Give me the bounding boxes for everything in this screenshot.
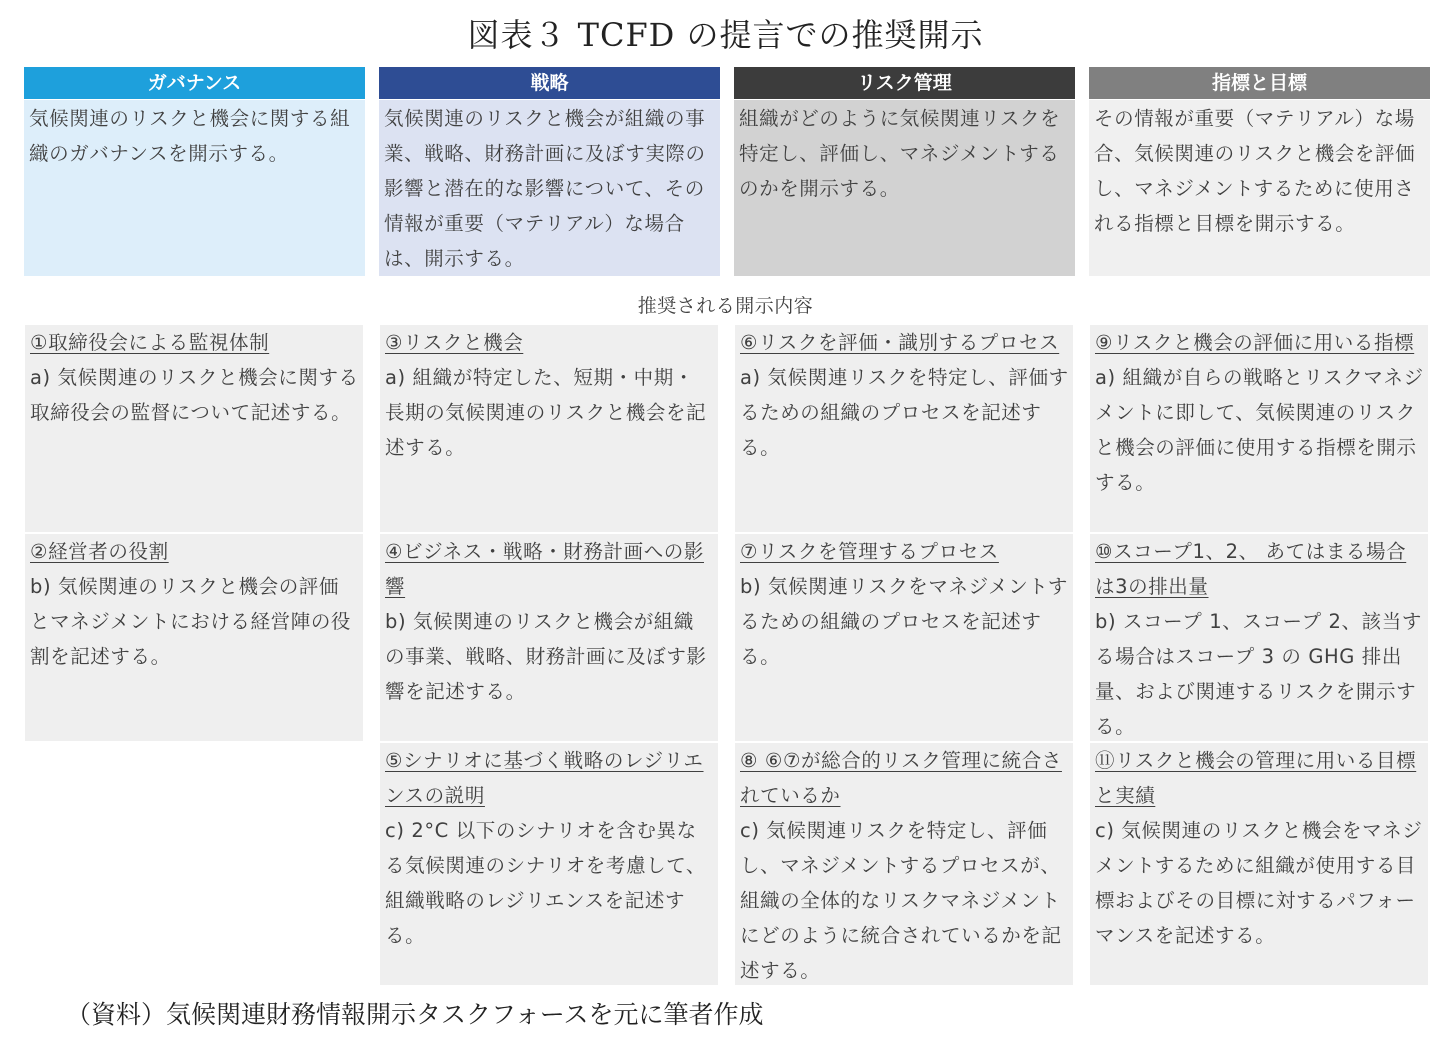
desc-metrics-targets: その情報が重要（マテリアル）な場合、気候関連のリスクと機会を評価し、マネジメントするために使用される指標と目標を開示する。: [1089, 100, 1430, 276]
disclosure-item-4: [380, 534, 718, 741]
disclosure-item-5: [380, 743, 718, 985]
item-title: ⑩スコープ1、2、 あてはまる場合は3の排出量: [1095, 540, 1407, 598]
desc-governance: 気候関連のリスクと機会に関する組織のガバナンスを開示する。: [24, 100, 365, 276]
item-title: ①取締役会による監視体制: [30, 331, 270, 354]
header-strategy: 戦略: [379, 67, 720, 99]
figure-title: 図表３ TCFD の提言での推奨開示: [467, 16, 984, 54]
item-body: c) 気候関連のリスクと機会をマネジメントするために組織が使用する目標およびその目標に対するパフォーマンスを記述する。: [1095, 819, 1423, 947]
disclosure-item-3: [380, 325, 718, 532]
disclosure-item-2: [25, 534, 363, 741]
desc-strategy: 気候関連のリスクと機会が組織の事業、戦略、財務計画に及ぼす実際の影響と潜在的な影響について、その情報が重要（マテリアル）な場合は、開示する。: [379, 100, 720, 276]
disclosure-item-9: [1090, 325, 1428, 532]
item-title: ②経営者の役割: [30, 540, 169, 563]
disclosure-item-10: [1090, 534, 1428, 741]
item-body: b) 気候関連のリスクと機会の評価とマネジメントにおける経営陣の役割を記述する。: [30, 575, 352, 668]
header-risk-management: リスク管理: [734, 67, 1075, 99]
item-body: a) 気候関連のリスクと機会に関する取締役会の監督について記述する。: [30, 366, 359, 424]
header-governance: ガバナンス: [24, 67, 365, 99]
source-note: （資料）気候関連財務情報開示タスクフォースを元に筆者作成: [66, 1000, 764, 1029]
item-body: b) 気候関連のリスクと機会が組織の事業、戦略、財務計画に及ぼす影響を記述する。: [385, 610, 707, 703]
disclosure-item-7: [735, 534, 1073, 741]
disclosure-item-1: [25, 325, 363, 532]
item-body: a) 気候関連リスクを特定し、評価するための組織のプロセスを記述する。: [740, 366, 1069, 459]
item-body: c) 気候関連リスクを特定し、評価し、マネジメントするプロセスが、組織の全体的なリスクマネジメントにどのように統合されているかを記述する。: [740, 819, 1062, 982]
item-title: ④ビジネス・戦略・財務計画への影響: [385, 540, 704, 598]
item-title: ⑨リスクと機会の評価に用いる指標: [1095, 331, 1415, 354]
desc-risk-management: 組織がどのように気候関連リスクを特定し、評価し、マネジメントするのかを開示する。: [734, 100, 1075, 276]
item-title: ⑦リスクを管理するプロセス: [740, 540, 999, 563]
item-title: ⑥リスクを評価・識別するプロセス: [740, 331, 1060, 354]
item-body: b) 気候関連リスクをマネジメントするための組織のプロセスを記述する。: [740, 575, 1068, 668]
item-body: c) 2°C 以下のシナリオを含む異なる気候関連のシナリオを考慮して、組織戦略のレジリエンスを記述する。: [385, 819, 707, 947]
item-body: a) 組織が自らの戦略とリスクマネジメントに即して、気候関連のリスクと機会の評価に使用する指標を開示する。: [1095, 366, 1424, 494]
recommended-disclosures-heading: 推奨される開示内容: [637, 295, 814, 317]
item-title: ⑤シナリオに基づく戦略のレジリエンスの説明: [385, 749, 704, 807]
item-title: ③リスクと機会: [385, 331, 524, 354]
disclosure-item-8: [735, 743, 1073, 985]
disclosure-item-6: [735, 325, 1073, 532]
item-body: b) スコープ 1、スコープ 2、該当する場合はスコープ 3 の GHG 排出量、および関連するリスクを開示する。: [1095, 610, 1422, 738]
item-title: ⑧ ⑥⑦が総合的リスク管理に統合されているか: [740, 749, 1062, 807]
disclosure-item-11: [1090, 743, 1428, 985]
item-title: ⑪リスクと機会の管理に用いる目標と実績: [1095, 749, 1417, 807]
item-body: a) 組織が特定した、短期・中期・長期の気候関連のリスクと機会を記述する。: [385, 366, 707, 459]
header-metrics-targets: 指標と目標: [1089, 67, 1430, 99]
